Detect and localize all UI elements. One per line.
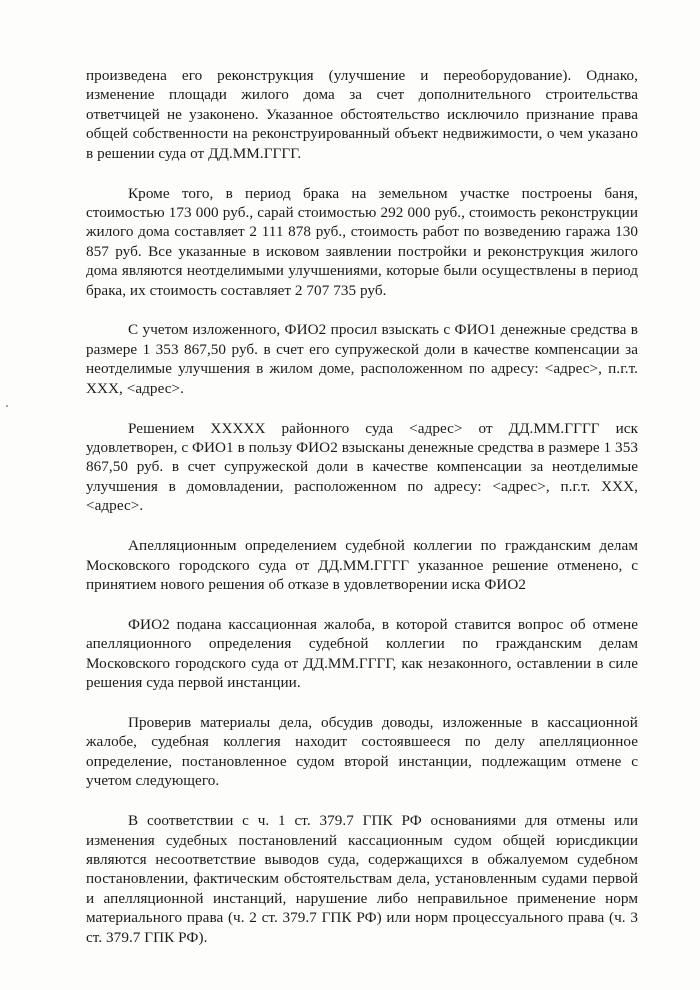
paragraph-improvements-cost: Кроме того, в период брака на земельном участке построены баня, стоимостью 173 000 руб., сарай стоимостью 292 000 руб., стоимость реконструкции жилого дома составляет 2 111 878 руб., стоимость работ по возведению гаража 130 857 руб. Все указанные в исковом заявлении постройки и реконструкция жилого дома являются неотделимыми улучшениями, которые были осуществлены в период брака, их стоимость составляет 2 707 735 руб.: [86, 184, 638, 299]
paragraph-cassation-complaint: ФИО2 подана кассационная жалоба, в которой ставится вопрос об отмене апелляционного определения судебной коллегии по гражданским делам Московского городского суда от ДД.ММ.ГГГГ, как незаконного, оставлении в силе решения суда первой инстанции.: [86, 615, 638, 692]
document-body: [86, 66, 638, 967]
paragraph-first-instance-decision: Решением XXXXX районного суда <адрес> от ДД.ММ.ГГГГ иск удовлетворен, с ФИО1 в пользу ФИО2 взысканы денежные средства в размере 1 353 867,50 руб. в счет супружеской доли в качестве компенсации за неотделимые улучшения в домовладении, расположенном по адресу: <адрес>, п.г.т. XXX, <адрес>.: [86, 419, 638, 515]
paragraph-legal-grounds: В соответствии с ч. 1 ст. 379.7 ГПК РФ основаниями для отмены или изменения судебных постановлений кассационным судом общей юрисдикции являются несоответствие выводов суда, содержащихся в обжалуемом судебном постановлении, фактическим обстоятельствам дела, установленным судами первой и апелляционной инстанций, нарушение либо неправильное применение норм материального права (ч. 2 ст. 379.7 ГПК РФ) или норм процессуального права (ч. 3 ст. 379.7 ГПК РФ).: [86, 812, 638, 946]
paragraph-court-finding: Проверив материалы дела, обсудив доводы, изложенные в кассационной жалобе, судебная коллегия находит состоявшееся по делу апелляционное определение, постановленное судом второй инстанции, подлежащим отмене с учетом следующего.: [86, 713, 638, 790]
paragraph-reconstruction: произведена его реконструкция (улучшение и переоборудование). Однако, изменение площади жилого дома за счет дополнительного строительства ответчицей не узаконено. Указанное обстоятельство исключило признание права общей собственности на реконструированный объект недвижимости, о чем указано в решении суда от ДД.ММ.ГГГГ.: [86, 67, 638, 162]
paragraph-appeal-ruling: Апелляционным определением судебной коллегии по гражданским делам Московского городского суда от ДД.ММ.ГГГГ указанное решение отменено, с принятием нового решения об отказе в удовлетворении иска ФИО2: [86, 537, 638, 593]
scan-speck: [6, 405, 8, 407]
paragraph-claim: С учетом изложенного, ФИО2 просил взыскать с ФИО1 денежные средства в размере 1 353 867,50 руб. в счет его супружеской доли в качестве компенсации за неотделимые улучшения в жилом доме, расположенном по адресу: <адрес>, п.г.т. XXX, <адрес>.: [86, 321, 638, 397]
